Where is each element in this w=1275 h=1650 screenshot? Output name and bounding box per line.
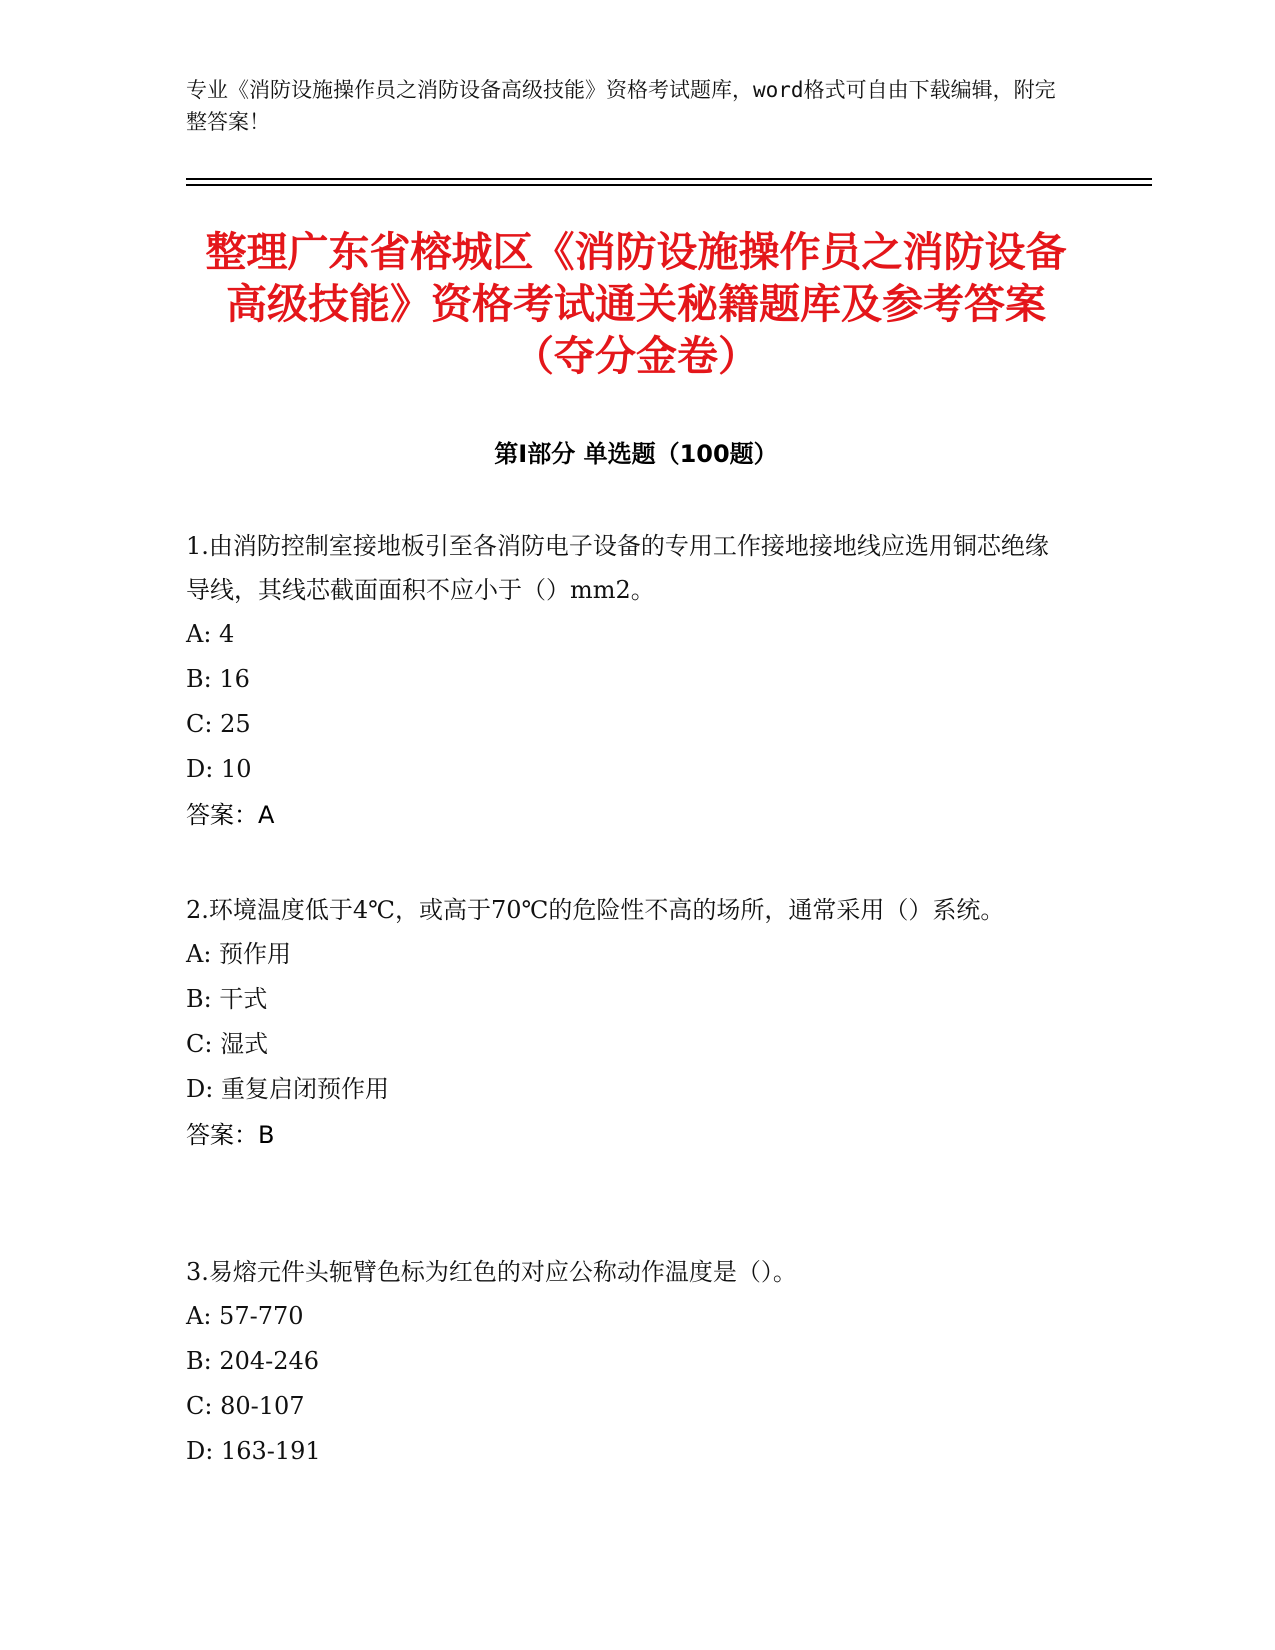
question-text: 1.由消防控制室接地板引至各消防电子设备的专用工作接地接地线应选用铜芯绝缘导线，其线芯截面面积不应小于（）mm2。 xyxy=(186,532,1049,604)
option-b: B: 204-246 xyxy=(186,1347,320,1375)
section-heading: 第Ⅰ部分 单选题（100题） xyxy=(494,440,778,468)
option-a: A: 4 xyxy=(186,620,235,648)
header-note: 专业《消防设施操作员之消防设备高级技能》资格考试题库，word格式可自由下载编辑，附完整答案！ xyxy=(186,78,1056,134)
option-d: D: 10 xyxy=(186,755,252,783)
option-a: A: 57-770 xyxy=(186,1302,304,1330)
question-text: 2.环境温度低于4℃，或高于70℃的危险性不高的场所，通常采用（）系统。 xyxy=(186,896,1005,924)
option-c: C: 25 xyxy=(186,710,251,738)
answer: 答案：A xyxy=(186,801,275,829)
option-c: C: 湿式 xyxy=(186,1030,269,1058)
header-divider-bottom xyxy=(186,184,1152,186)
option-d: D: 重复启闭预作用 xyxy=(186,1075,389,1103)
question-2 xyxy=(186,888,1066,1158)
option-b: B: 16 xyxy=(186,665,250,693)
header-divider-top xyxy=(186,178,1152,180)
document-title: 整理广东省榕城区《消防设施操作员之消防设备高级技能》资格考试通关秘籍题库及参考答案（夺分金卷） xyxy=(205,228,1067,380)
option-b: B: 干式 xyxy=(186,985,268,1013)
option-d: D: 163-191 xyxy=(186,1437,321,1465)
question-1 xyxy=(186,524,1066,838)
option-c: C: 80-107 xyxy=(186,1392,305,1420)
question-3 xyxy=(186,1250,1066,1474)
option-a: A: 预作用 xyxy=(186,940,292,968)
answer: 答案：B xyxy=(186,1121,275,1149)
question-text: 3.易熔元件头轭臂色标为红色的对应公称动作温度是（）。 xyxy=(186,1258,797,1286)
